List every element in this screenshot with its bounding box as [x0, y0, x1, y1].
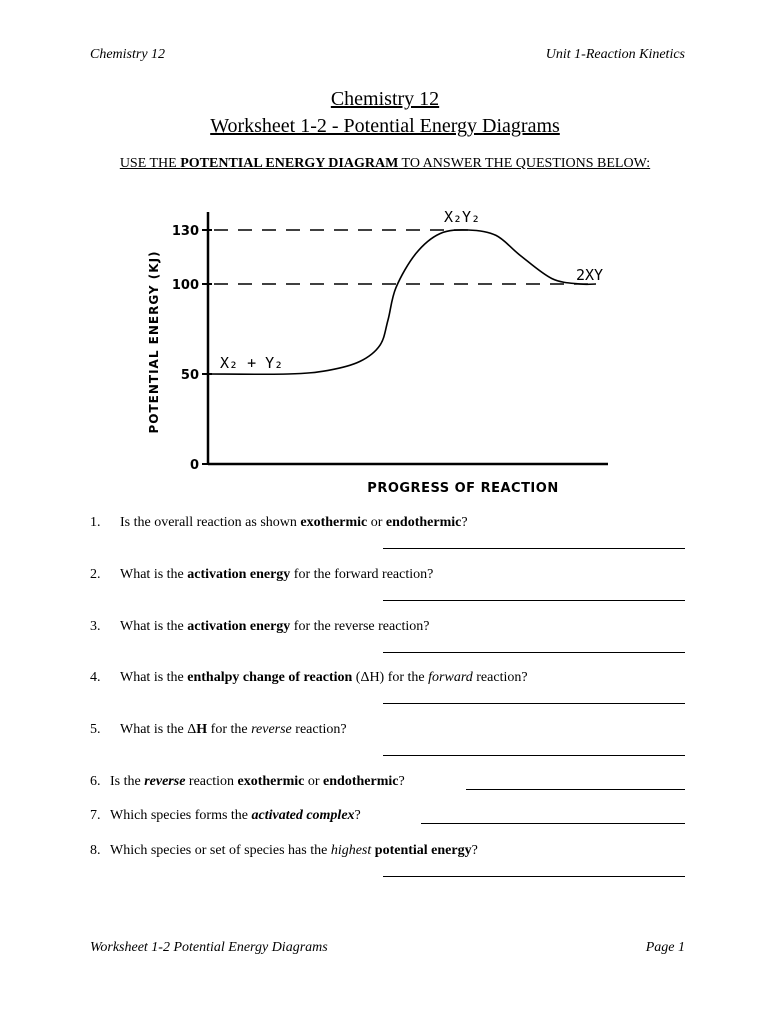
- question-text: Is the overall reaction as shown: [120, 515, 301, 530]
- question-text: exothermic: [237, 774, 305, 789]
- answer-line[interactable]: [466, 789, 685, 790]
- instructions: [90, 156, 680, 172]
- question-number: 2.: [90, 567, 101, 582]
- y-tick-label: 50: [180, 368, 199, 383]
- question-number: 7.: [90, 808, 101, 823]
- question-2: [90, 567, 433, 583]
- footer-title: Worksheet 1-2 Potential Energy Diagrams: [90, 940, 328, 955]
- diagram-ticks: [172, 224, 212, 473]
- y-tick-label: 0: [189, 458, 199, 473]
- question-text: Which species or set of species has the: [110, 843, 331, 858]
- question-number: 1.: [90, 515, 101, 530]
- question-text: Is the: [110, 774, 145, 789]
- question-text: activated complex: [251, 808, 355, 823]
- question-text: for the forward reaction?: [290, 567, 434, 582]
- question-text: forward: [428, 670, 473, 685]
- y-tick-label: 130: [171, 224, 199, 239]
- activated-complex-label: X₂Y₂: [444, 208, 481, 226]
- header-course: Chemistry 12: [90, 47, 166, 62]
- question-6: [90, 774, 405, 790]
- answer-line[interactable]: [421, 823, 685, 824]
- question-7: [90, 808, 361, 824]
- y-tick-label: 100: [171, 278, 199, 293]
- question-text: ?: [354, 808, 361, 823]
- answer-line[interactable]: [383, 548, 685, 549]
- answer-line[interactable]: [383, 755, 685, 756]
- y-axis-label: POTENTIAL ENERGY (KJ): [147, 250, 161, 434]
- question-text: reaction?: [291, 722, 347, 737]
- question-4: [90, 670, 528, 686]
- products-label: 2XY: [576, 266, 604, 284]
- question-text: H: [196, 722, 208, 737]
- energy-curve: [208, 230, 596, 374]
- question-number: 5.: [90, 722, 101, 737]
- question-text: or: [367, 515, 386, 530]
- question-text: Which species forms the: [110, 808, 252, 823]
- question-text: What is the Δ: [120, 722, 197, 737]
- instructions-bold: POTENTIAL ENERGY DIAGRAM: [180, 156, 399, 171]
- question-3: [90, 619, 429, 635]
- answer-line[interactable]: [383, 600, 685, 601]
- page-number: Page 1: [645, 940, 685, 955]
- instructions-suffix: TO ANSWER THE QUESTIONS BELOW:: [398, 156, 651, 171]
- question-1: [90, 515, 468, 531]
- question-text: endothermic: [385, 515, 462, 530]
- question-text: What is the: [120, 619, 188, 634]
- diagram-curve-group: [208, 230, 596, 374]
- question-text: What is the: [120, 567, 188, 582]
- question-text: (ΔH) for the: [352, 670, 429, 685]
- question-text: activation energy: [187, 619, 291, 634]
- question-number: 8.: [90, 843, 101, 858]
- question-text: ?: [461, 515, 468, 530]
- x-axis-label: PROGRESS OF REACTION: [367, 481, 559, 496]
- question-text: What is the: [120, 670, 188, 685]
- answer-line[interactable]: [383, 703, 685, 704]
- answer-line[interactable]: [383, 876, 685, 877]
- question-text: exothermic: [300, 515, 368, 530]
- question-text: endothermic: [323, 774, 399, 789]
- question-number: 3.: [90, 619, 101, 634]
- question-text: reaction: [185, 774, 238, 789]
- question-text: potential energy: [374, 843, 472, 858]
- question-text: highest: [330, 843, 372, 858]
- instructions-prefix: USE THE: [119, 156, 181, 171]
- question-text: reaction?: [472, 670, 528, 685]
- question-number: 6.: [90, 774, 101, 789]
- header-unit: Unit 1-Reaction Kinetics: [545, 47, 685, 62]
- question-text: reverse: [251, 722, 292, 737]
- diagram-axes: [208, 212, 608, 464]
- question-text: for the: [207, 722, 252, 737]
- question-text: or: [304, 774, 324, 789]
- page-title: Chemistry 12: [330, 88, 440, 110]
- diagram-reference-lines: [214, 230, 596, 284]
- question-8: [90, 843, 478, 859]
- answer-line[interactable]: [383, 652, 685, 653]
- question-text: ?: [398, 774, 405, 789]
- question-text: activation energy: [187, 567, 291, 582]
- question-text: for the reverse reaction?: [290, 619, 430, 634]
- question-5: [90, 722, 347, 738]
- potential-energy-diagram: [138, 192, 618, 502]
- question-number: 4.: [90, 670, 101, 685]
- question-text: ?: [471, 843, 478, 858]
- reactants-label: X₂ + Y₂: [220, 354, 284, 372]
- question-text: enthalpy change of reaction: [187, 670, 353, 685]
- worksheet-title: Worksheet 1-2 - Potential Energy Diagrams: [210, 115, 560, 137]
- question-text: reverse: [144, 774, 186, 789]
